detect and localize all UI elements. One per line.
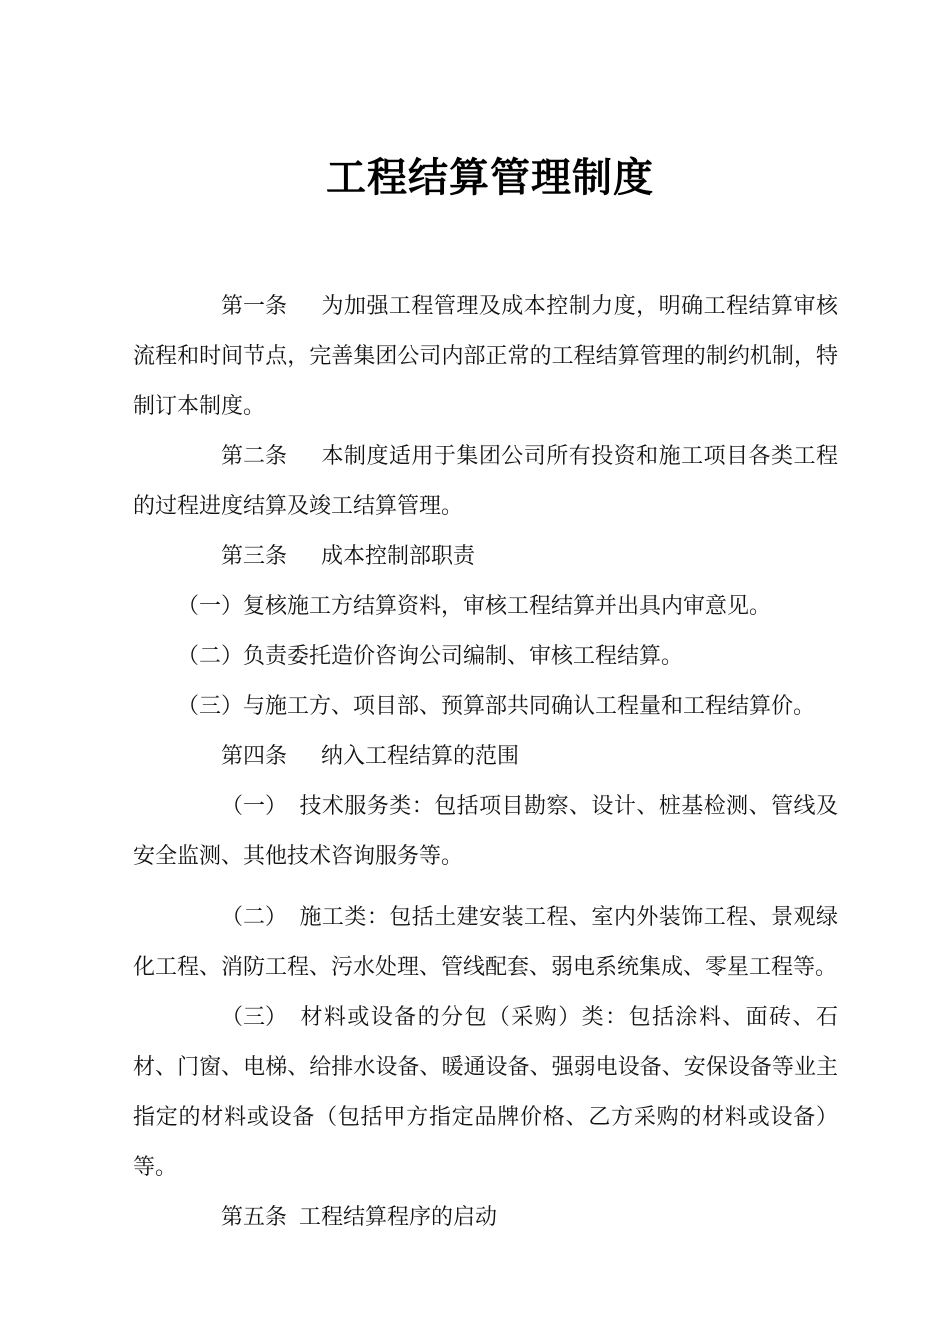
article-2: [133, 432, 838, 532]
article-5: [133, 1193, 838, 1243]
document-body: [133, 282, 838, 1243]
article-label: 第四条: [221, 744, 288, 769]
clause-text: 技术服务类：包括项目勘察、设计、桩基检测、管线及安全监测、其他技术咨询服务等。: [133, 794, 838, 869]
clause-4-3: [133, 993, 838, 1193]
clause-4-2: [133, 893, 838, 993]
document-title: 工程结算管理制度: [326, 155, 654, 201]
clause-4-1: [133, 782, 838, 882]
clause-text: 施工类：包括土建安装工程、室内外装饰工程、景观绿化工程、消防工程、污水处理、管线配套、弱电系统集成、零星工程等。: [133, 905, 838, 980]
clause-label: （二）: [221, 905, 288, 930]
article-3: [133, 532, 838, 582]
article-text: 工程结算程序的启动: [299, 1205, 498, 1230]
article-text: 为加强工程管理及成本控制力度，明确工程结算审核流程和时间节点，完善集团公司内部正常的工程结算管理的制约机制，特制订本制度。: [133, 294, 838, 419]
clause-3-2: [133, 632, 838, 682]
article-label: 第五条: [221, 1205, 288, 1230]
clause-text: （三）与施工方、项目部、预算部共同确认工程量和工程结算价。: [177, 694, 816, 719]
article-4: [133, 732, 838, 782]
clause-text: （二）负责委托造价咨询公司编制、审核工程结算。: [177, 644, 684, 669]
clause-label: （三）: [221, 1005, 288, 1030]
clause-3-3: [133, 682, 838, 732]
article-label: 第三条: [221, 544, 288, 569]
clause-text: （一）复核施工方结算资料，审核工程结算并出具内审意见。: [177, 594, 772, 619]
clause-label: （一）: [221, 794, 288, 819]
article-text: 纳入工程结算的范围: [321, 744, 520, 769]
article-label: 第二条: [221, 444, 288, 469]
article-label: 第一条: [221, 294, 288, 319]
article-1: [133, 282, 838, 432]
article-text: 本制度适用于集团公司所有投资和施工项目各类工程的过程进度结算及竣工结算管理。: [133, 444, 838, 519]
clause-3-1: [133, 582, 838, 632]
clause-text: 材料或设备的分包（采购）类：包括涂料、面砖、石材、门窗、电梯、给排水设备、暖通设备、强弱电设备、安保设备等业主指定的材料或设备（包括甲方指定品牌价格、乙方采购的材料或设备）等。: [133, 1005, 838, 1180]
article-text: 成本控制部职责: [321, 544, 476, 569]
